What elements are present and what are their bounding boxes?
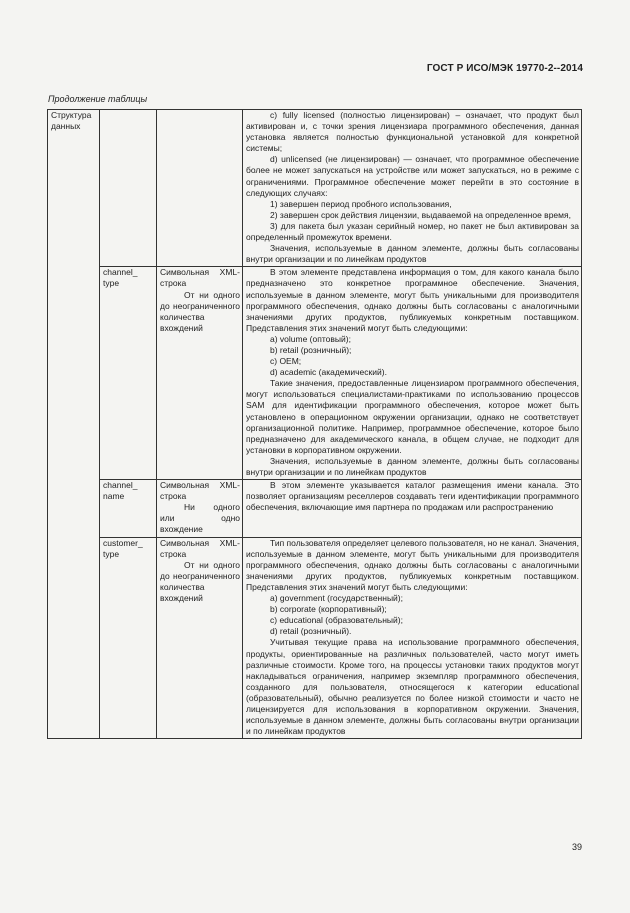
document-id-header: ГОСТ Р ИСО/МЭК 19770-2--2014	[426, 63, 583, 74]
group-label: Структура данных	[51, 110, 92, 132]
description-paragraph: Значения, используемые в данном элементе, должны быть согласованы внутри организации и по линейкам продуктов	[246, 455, 579, 477]
list-item: d) academic (академический).	[270, 367, 387, 378]
page-number: 39	[571, 842, 582, 852]
list-item: b) corporate (корпоративный);	[270, 604, 387, 615]
description-paragraph: 3) для пакета был указан серийный номер, но пакет не был активирован за определенный промежуток времени.	[246, 220, 579, 243]
element-name-cell	[100, 537, 157, 739]
description-cell	[243, 480, 582, 537]
list-item: b) retail (розничный);	[270, 344, 352, 355]
element-count: Ни одного или одно вхождение	[160, 502, 240, 535]
element-type: Символьная XML-строка	[160, 537, 240, 559]
element-type: Символьная XML-строка	[160, 480, 240, 502]
description-cell	[243, 110, 582, 267]
element-name: channel_ name	[103, 480, 138, 502]
table-row	[48, 110, 582, 267]
element-type-cell	[157, 267, 243, 480]
description-paragraph: Учитывая текущие права на использование программного обеспечения, продукты, ориентированные на различных пользователей, часто могут иметь различные стоимости. Кроме того, на процессы установки таких продуктов могут накладываться ограничения, например экземпляр программного обеспечения, созданного для пользователя, относящегося к категории educational (образовательный), обычно реализуется по более низкой стоимости и часто не лицензируется для использования в корпоративном окружении. Значения, используемые в данном элементе, должны быть согласованы внутри организации и по линейкам продуктов	[246, 637, 579, 737]
description-paragraph: Такие значения, предоставленные лицензиаром программного обеспечения, могут использоваться специалистами-практиками по использованию процессов SAM для идентификации программного обеспечения, которое может быть установлено в операционном окружении организации, однако не соответствует организационной политике. Например, программное обеспечение, которое было предназначено для академического канала, в общем случае, не подходит для установки в корпоративном окружении.	[246, 378, 579, 455]
table-continuation-caption: Продолжение таблицы	[48, 94, 148, 104]
table-row	[48, 267, 582, 480]
list-item: a) volume (оптовый);	[270, 333, 351, 344]
description-paragraph: Тип пользователя определяет целевого пользователя, но не канал. Значения, используемые в данном элементе, могут быть уникальными для производителя программного обеспечения, однако должны быть согласованы с аналогичными значениями других продуктов, публикуемых конкретным поставщиком. Представления этих значений могут быть следующими:	[246, 537, 579, 592]
element-type-cell	[157, 480, 243, 537]
element-count: От ни одного до неограниченного количества вхождений	[160, 289, 240, 333]
description-paragraph: В этом элементе представлена информация о том, для какого канала было предназначено это конкретное программное обеспечение. Значения, используемые в данном элементе, могут быть уникальными для производителя программного обеспечения, однако должны быть согласованы с аналогичными значениями других продуктов, публикуемых конкретным поставщиком. Представления этих значений могут быть следующими:	[246, 267, 579, 333]
element-type-cell	[157, 537, 243, 739]
description-cell	[243, 267, 582, 480]
description-cell	[243, 537, 582, 739]
description-paragraph: c) fully licensed (полностью лицензирован) – означает, что продукт был активирован и, с точки зрения лицензиара программного обеспечения, данная установка является полностью функциональной установкой для конкретной системы;	[246, 110, 579, 154]
description-paragraph: 2) завершен срок действия лицензии, выдаваемой на определенное время,	[270, 209, 571, 220]
element-type-cell	[157, 110, 243, 267]
element-name-cell	[100, 480, 157, 537]
list-item: c) educational (образовательный);	[270, 615, 403, 626]
list-item: d) retail (розничный).	[270, 626, 352, 637]
group-cell	[48, 110, 100, 739]
description-paragraph: В этом элементе указывается каталог размещения имени канала. Это позволяет организациям реселлеров создавать теги идентификации программного обеспечения, включающие имя партнера по продажам или распространению	[246, 480, 579, 513]
element-count: От ни одного до неограниченного количества вхождений	[160, 559, 240, 604]
description-paragraph: 1) завершен период пробного использования,	[270, 198, 452, 209]
element-name: channel_ type	[103, 267, 138, 289]
element-type: Символьная XML-строка	[160, 267, 240, 289]
element-name: customer_ type	[103, 537, 143, 559]
list-item: c) OEM;	[270, 356, 302, 367]
element-name-cell	[100, 110, 157, 267]
element-name-cell	[100, 267, 157, 480]
description-paragraph: Значения, используемые в данном элементе, должны быть согласованы внутри организации и по линейкам продуктов	[246, 243, 579, 265]
list-item: a) government (государственный);	[270, 593, 403, 604]
table-row	[48, 480, 582, 537]
data-structure-table	[47, 109, 582, 739]
description-paragraph: d) unlicensed (не лицензирован) — означает, что программное обеспечение более не может запускаться на устройстве или может запускаться, но в режиме с ограничениями. Программное обеспечение может перейти в это состояние в следующих случаях:	[246, 154, 579, 198]
table-row	[48, 537, 582, 739]
